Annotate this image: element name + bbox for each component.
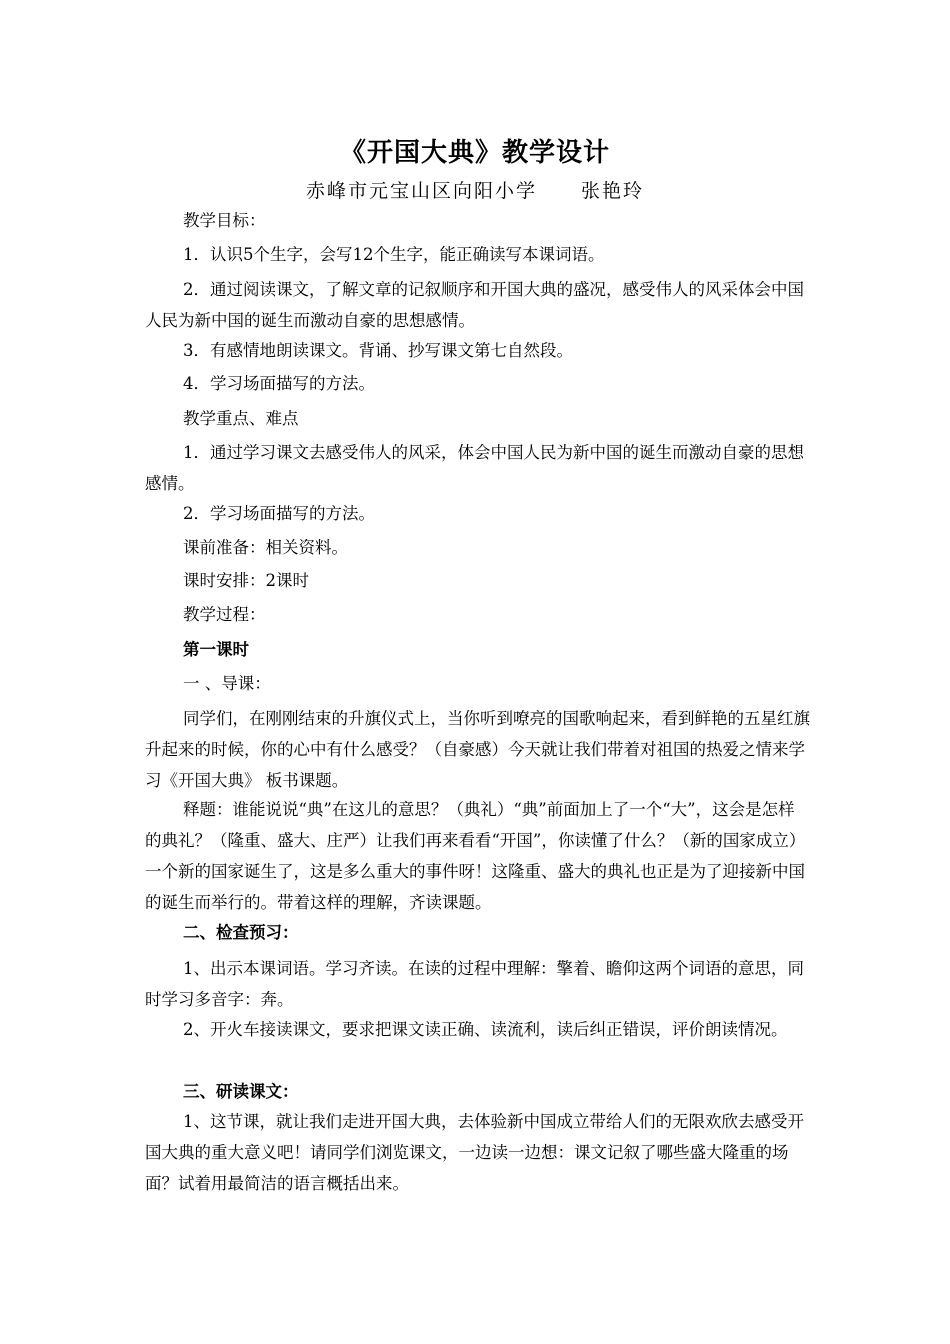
key-point-1: 1．通过学习课文去感受伟人的风采，体会中国人民为新中国的诞生而激动自豪的思想感情。 bbox=[145, 443, 804, 493]
title-explanation-paragraph: 释题：谁能说说“典”在这儿的意思？（典礼）“典”前面加上了一个“大”，这会是怎样的典礼？（隆重、盛大、庄严）让我们再来看看“开国”，你读懂了什么？（新的国家成立）一个新的国家诞生了，这是多么重大的事件呀！这隆重、盛大的典礼也正是为了迎接新中国的诞生而举行的。带着这样的理解，齐读课题。 bbox=[145, 800, 806, 912]
step-3-heading: 三、研读课文： bbox=[183, 1082, 299, 1101]
intro-paragraph: 同学们，在刚刚结束的升旗仪式上，当你听到嘹亮的国歌响起来，看到鲜艳的五星红旗升起来的时候，你的心中有什么感受？（自豪感）今天就让我们带着对祖国的热爱之情来学习《开国大典》 板书课题。 bbox=[145, 709, 810, 790]
section-heading-objectives: 教学目标： bbox=[183, 211, 266, 230]
preparation: 课前准备：相关资料。 bbox=[183, 538, 348, 557]
objective-1: 1．认识5个生字，会写12个生字，能正确读写本课词语。 bbox=[183, 245, 605, 264]
objective-4: 4．学习场面描写的方法。 bbox=[183, 374, 375, 393]
preview-item-2: 2、开火车接读课文，要求把课文读正确、读流利，读后纠正错误，评价朗读情况。 bbox=[183, 1020, 788, 1039]
key-point-2: 2．学习场面描写的方法。 bbox=[183, 504, 375, 523]
lesson-heading: 第一课时 bbox=[183, 640, 249, 659]
schedule: 课时安排：2课时 bbox=[183, 571, 309, 590]
objective-2: 2．通过阅读课文，了解文章的记叙顺序和开国大典的盛况，感受伟人的风采体会中国人民为新中国的诞生而激动自豪的思想感情。 bbox=[145, 280, 804, 330]
school-name: 赤峰市元宝山区向阳小学 bbox=[305, 180, 537, 202]
study-item-1: 1、这节课，就让我们走进开国大典，去体验新中国成立带给人们的无限欢欣去感受开国大典的重大意义吧！请同学们浏览课文，一边读一边想：课文记叙了哪些盛大隆重的场面？试着用最简洁的语言概括出来。 bbox=[145, 1112, 804, 1193]
author-line bbox=[0, 176, 950, 203]
objective-3: 3．有感情地朗读课文。背诵、抄写课文第七自然段。 bbox=[183, 341, 573, 360]
document-title: 《开国大典》教学设计 bbox=[339, 138, 610, 168]
section-heading-process: 教学过程： bbox=[183, 605, 266, 624]
step-2-heading: 二、检查预习： bbox=[183, 923, 299, 942]
step-1-heading: 一 、导课： bbox=[183, 674, 271, 693]
section-heading-key-points: 教学重点、难点 bbox=[183, 409, 299, 428]
preview-item-1: 1、出示本课词语。学习齐读。在读的过程中理解：擎着、瞻仰这两个词语的意思，同时学习多音字：奔。 bbox=[145, 959, 804, 1009]
author-name: 张艳玲 bbox=[581, 180, 645, 202]
